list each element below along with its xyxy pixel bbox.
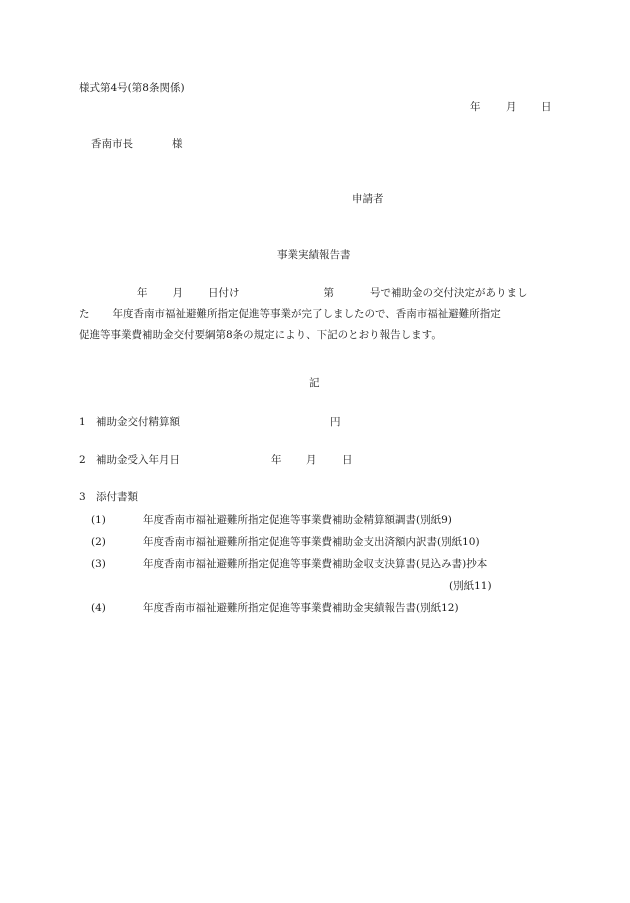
body-line-3: 促進等事業費補助金交付要綱第8条の規定により、下記のとおり報告します。 [79, 329, 442, 341]
body-month: 月 [172, 287, 183, 299]
attachment-3-number: (3) [91, 558, 106, 570]
attachment-3-continuation: (別紙11) [449, 580, 492, 592]
body-dai: 第 [323, 287, 334, 299]
date-day: 日 [541, 101, 552, 113]
date-month: 月 [506, 101, 517, 113]
item-3-number: 3 [79, 491, 86, 503]
addressee-honorific: 様 [172, 138, 183, 150]
item-1-unit: 円 [330, 416, 341, 428]
item-2-day: 日 [342, 454, 353, 466]
attachment-4-text: 年度香南市福祉避難所指定促進等事業費補助金実績報告書(別紙12) [143, 602, 459, 614]
body-line-2-head: た [79, 308, 90, 320]
attachment-2-number: (2) [91, 536, 106, 548]
item-3-label: 添付書類 [96, 491, 138, 503]
addressee-name: 香南市長 [91, 138, 133, 150]
body-dated: 日付け [208, 287, 240, 299]
attachment-3-text: 年度香南市福祉避難所指定促進等事業費補助金収支決算書(見込み書)抄本 [143, 558, 488, 570]
body-line-1-tail: 号で補助金の交付決定がありまし [370, 287, 528, 299]
item-2-year: 年 [271, 454, 282, 466]
item-1-label: 補助金交付精算額 [96, 416, 180, 428]
attachment-1-number: (1) [91, 514, 106, 526]
applicant-label: 申請者 [352, 193, 384, 205]
attachment-1-text: 年度香南市福祉避難所指定促進等事業費補助金精算額調書(別紙9) [143, 514, 452, 526]
form-label: 様式第4号(第8条関係) [79, 82, 185, 94]
body-line-2 [79, 304, 551, 325]
item-2-label: 補助金受入年月日 [96, 454, 180, 466]
document-title: 事業実績報告書 [277, 249, 351, 261]
attachment-4-number: (4) [91, 602, 106, 614]
item-2-month: 月 [306, 454, 317, 466]
item-2-number: 2 [79, 454, 86, 466]
ki-heading: 記 [309, 377, 320, 389]
date-year: 年 [470, 101, 481, 113]
body-line-2-tail: 年度香南市福祉避難所指定促進等事業が完了しましたので、香南市福祉避難所指定 [112, 308, 501, 320]
body-year: 年 [137, 287, 148, 299]
body-paragraph [79, 283, 551, 346]
attachment-2-text: 年度香南市福祉避難所指定促進等事業費補助金支出済額内訳書(別紙10) [143, 536, 480, 548]
item-1-number: 1 [79, 416, 86, 428]
body-line-1 [79, 283, 551, 304]
